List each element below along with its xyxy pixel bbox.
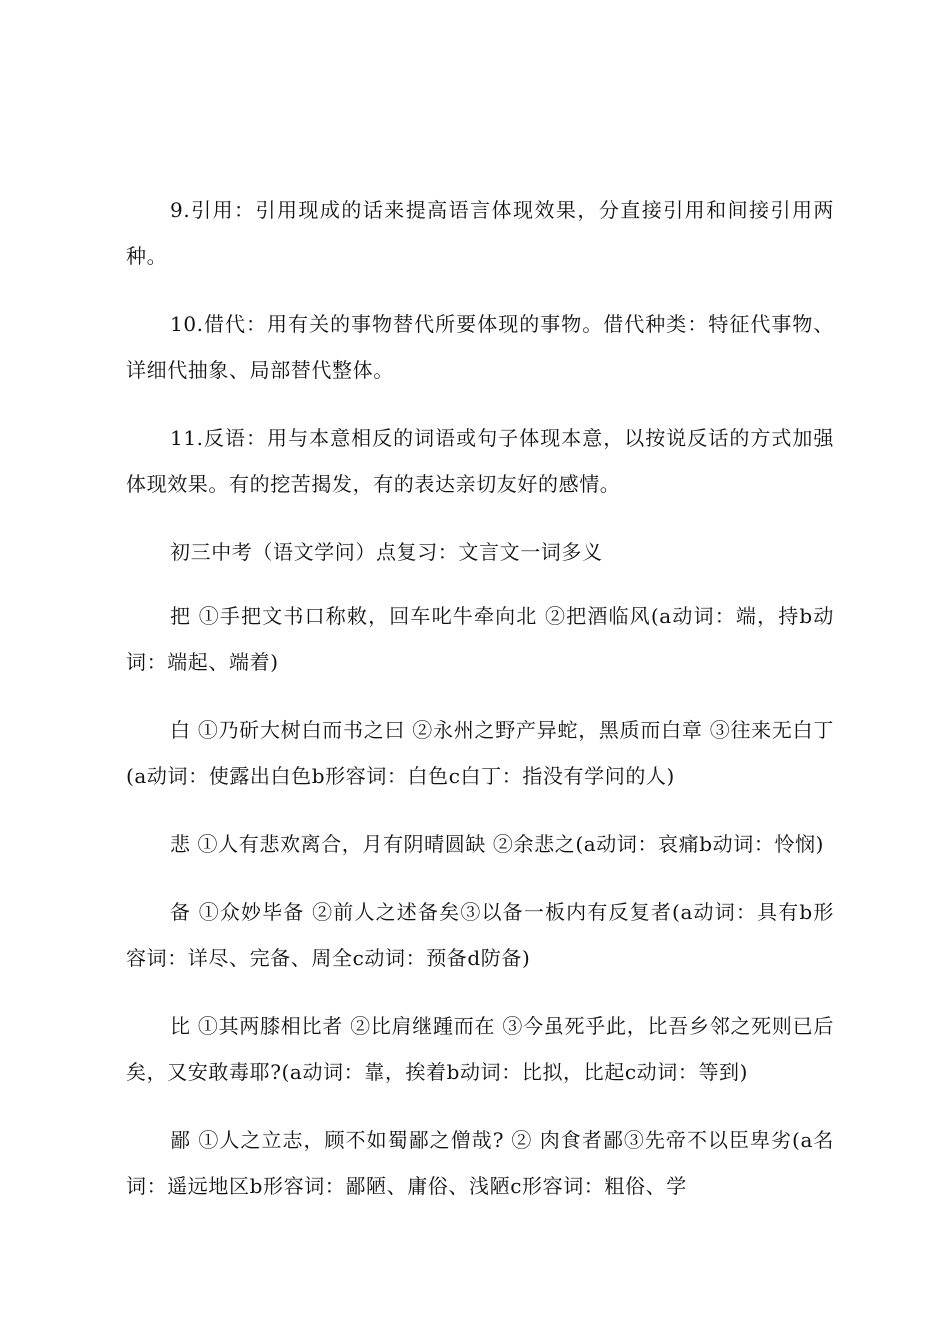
document-body bbox=[126, 187, 834, 1231]
section-heading: 初三中考（语文学问）点复习：文言文一词多义 bbox=[170, 540, 603, 564]
paragraph-quotation: 9.引用：引用现成的话来提高语言体现效果，分直接引用和间接引用两种。 bbox=[126, 198, 834, 268]
entry-bi-compare: 比 ①其两膝相比者 ②比肩继踵而在 ③今虽死乎此，比吾乡邻之死则已后矣，又安敢毒耶?(a动词：靠，挨着b动词：比拟，比起c动词：等到) bbox=[126, 1014, 834, 1084]
entry-bei-sad: 悲 ①人有悲欢离合，月有阴晴圆缺 ②余悲之(a动词：哀痛b动词：怜悯) bbox=[170, 832, 825, 856]
paragraph-metonymy: 10.借代：用有关的事物替代所要体现的事物。借代种类：特征代事物、详细代抽象、局部替代整体。 bbox=[126, 312, 834, 382]
entry-bi-humble: 鄙 ①人之立志，顾不如蜀鄙之僧哉? ② 肉食者鄙③先帝不以臣卑劣(a名词：遥远地区b形容词：鄙陋、庸俗、浅陋c形容词：粗俗、学 bbox=[126, 1128, 834, 1198]
entry-bei-prepare: 备 ①众妙毕备 ②前人之述备矣③以备一板内有反复者(a动词：具有b形容词：详尽、完备、周全c动词：预备d防备) bbox=[126, 900, 834, 970]
entry-ba: 把 ①手把文书口称敕，回车叱牛牵向北 ②把酒临风(a动词：端，持b动词：端起、端着) bbox=[126, 604, 834, 674]
entry-bai: 白 ①乃斫大树白而书之曰 ②永州之野产异蛇，黑质而白章 ③往来无白丁(a动词：使露出白色b形容词：白色c白丁：指没有学问的人) bbox=[126, 718, 834, 788]
paragraph-irony: 11.反语：用与本意相反的词语或句子体现本意，以按说反话的方式加强体现效果。有的挖苦揭发，有的表达亲切友好的感情。 bbox=[126, 426, 834, 496]
